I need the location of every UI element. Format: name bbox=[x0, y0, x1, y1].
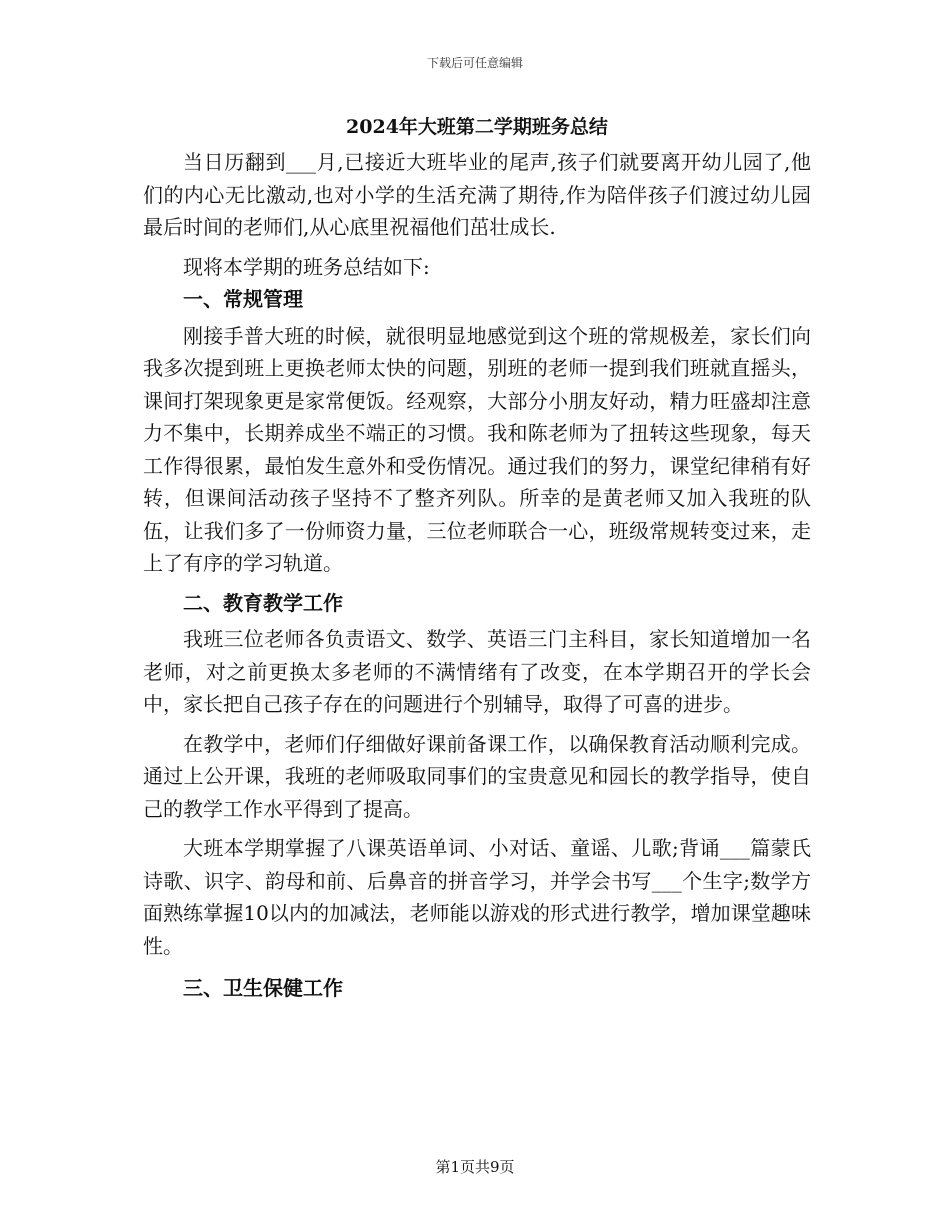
routine-management-paragraph: 刚接手普大班的时候，就很明显地感觉到这个班的常规极差，家长们向我多次提到班上更换老师太快的问题，别班的老师一提到我们班就直摇头，课间打架现象更是家常便饭。经观察，大部分小朋友好动，精力旺盛却注意力不集中，长期养成坐不端正的习惯。我和陈老师为了扭转这些现象，每天工作得很累，最怕发生意外和受伤情况。通过我们的努力，课堂纪律稍有好转，但课间活动孩子坚持不了整齐列队。所幸的是黄老师又加入我班的队伍，让我们多了一份师资力量，三位老师联合一心，班级常规转变过来，走上了有序的学习轨道。 bbox=[143, 323, 811, 575]
document-title: 2024年大班第二学期班务总结 bbox=[346, 116, 608, 138]
section-heading-health-care: 三、卫生保健工作 bbox=[183, 976, 343, 1000]
teaching-work-paragraph-3: 大班本学期掌握了八课英语单词、小对话、童谣、儿歌;背诵___篇蒙氏诗歌、识字、韵母和前、后鼻音的拼音学习，并学会书写___个生字;数学方面熟练掌握10以内的加减法，老师能以游戏的形式进行教学，增加课堂趣味性。 bbox=[143, 836, 811, 958]
summary-lead-paragraph: 现将本学期的班务总结如下: bbox=[183, 254, 430, 279]
section-heading-teaching-work: 二、教育教学工作 bbox=[183, 590, 343, 615]
teaching-work-paragraph-2: 在教学中，老师们仔细做好课前备课工作，以确保教育活动顺利完成。通过上公开课，我班的老师吸取同事们的宝贵意见和园长的教学指导，使自己的教学工作水平得到了提高。 bbox=[143, 731, 811, 821]
document-body bbox=[143, 108, 811, 1009]
teaching-work-paragraph-1: 我班三位老师各负责语文、数学、英语三门主科目，家长知道增加一名老师，对之前更换太多老师的不满情绪有了改变，在本学期召开的学长会中，家长把自己孩子存在的问题进行个别辅导，取得了可喜的进步。 bbox=[143, 627, 811, 716]
page-header-note: 下载后可任意编辑 bbox=[426, 56, 523, 70]
section-heading-routine-management: 一、常规管理 bbox=[183, 287, 303, 311]
intro-paragraph: 当日历翻到___月,已接近大班毕业的尾声,孩子们就要离开幼儿园了,他们的内心无比激动,也对小学的生活充满了期待,作为陪伴孩子们渡过幼儿园最后时间的老师们,从心底里祝福他们茁壮成长. bbox=[143, 150, 811, 239]
page-number-footer: 第1页共9页 bbox=[435, 1158, 515, 1176]
